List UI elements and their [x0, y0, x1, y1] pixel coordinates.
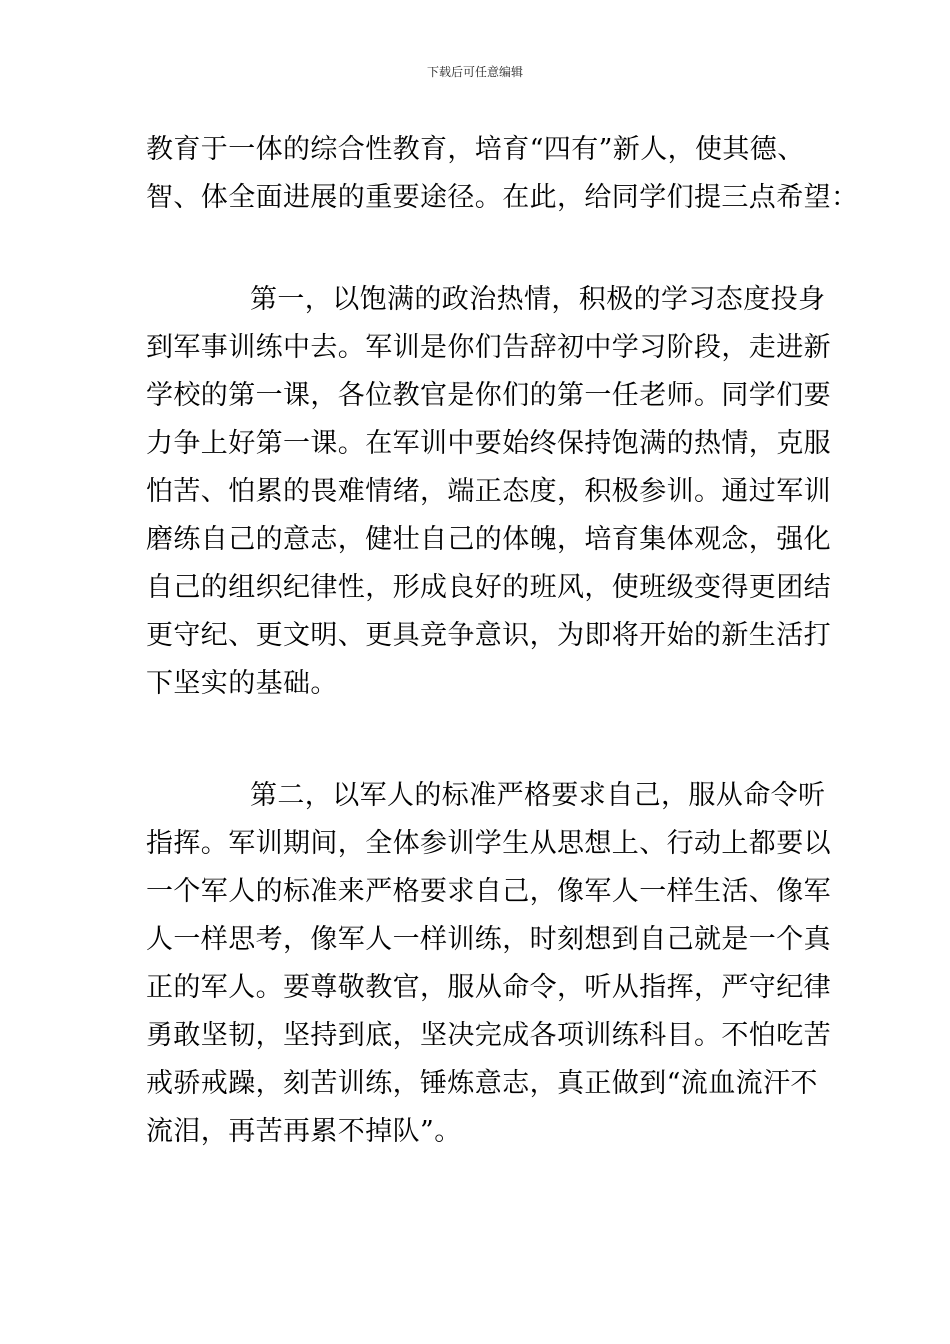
paragraph-line: 自己的组织纪律性，形成良好的班风，使班级变得更团结: [146, 572, 831, 603]
paragraph-line: 力争上好第一课。在军训中要始终保持饱满的热情，克服: [146, 428, 831, 459]
paragraph-line: 学校的第一课，各位教官是你们的第一任老师。同学们要: [146, 380, 831, 411]
paragraph-line: 第一，以饱满的政治热情，积极的学习态度投身: [250, 284, 826, 315]
paragraph-line: 智、体全面进展的重要途径。在此，给同学们提三点希望：: [146, 182, 859, 213]
paragraph-line: 怕苦、怕累的畏难情绪，端正态度，积极参训。通过军训: [146, 476, 831, 507]
paragraph-line: 流泪，再苦再累不掉队”。: [146, 1116, 462, 1147]
paragraph-line: 到军事训练中去。军训是你们告辞初中学习阶段，走进新: [146, 332, 831, 363]
paragraph-line: 指挥。军训期间，全体参训学生从思想上、行动上都要以: [146, 828, 831, 859]
paragraph-line: 勇敢坚韧，坚持到底，坚决完成各项训练科目。不怕吃苦: [146, 1020, 831, 1051]
paragraph-line: 下坚实的基础。: [146, 668, 338, 699]
page-header: 下载后可任意编辑: [426, 65, 523, 79]
paragraph-line: 一个军人的标准来严格要求自己，像军人一样生活、像军: [146, 876, 831, 907]
paragraph-line: 戒骄戒躁，刻苦训练，锤炼意志，真正做到“流血流汗不: [146, 1068, 818, 1099]
paragraph-line: 磨练自己的意志，健壮自己的体魄，培育集体观念，强化: [146, 524, 831, 555]
paragraph-line: 人一样思考，像军人一样训练，时刻想到自己就是一个真: [146, 924, 831, 955]
paragraph-line: 更守纪、更文明、更具竞争意识，为即将开始的新生活打: [146, 620, 831, 651]
paragraph-line: 教育于一体的综合性教育，培育“四有”新人，使其德、: [146, 134, 805, 165]
paragraph-line: 正的军人。要尊敬教官，服从命令，听从指挥，严守纪律: [146, 972, 831, 1003]
paragraph-line: 第二，以军人的标准严格要求自己，服从命令听: [250, 780, 826, 811]
